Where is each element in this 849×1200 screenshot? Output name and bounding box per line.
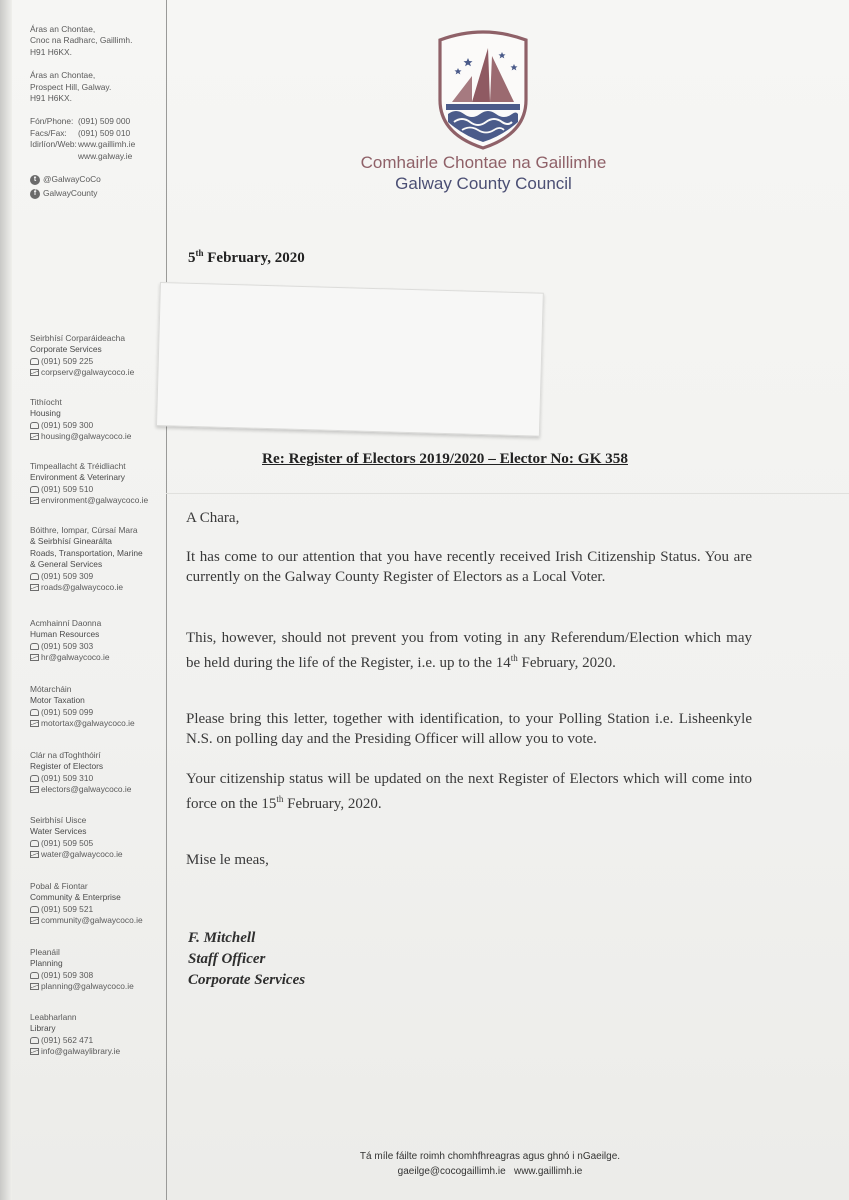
salutation: A Chara,	[186, 510, 240, 526]
ordinal-suffix: th	[276, 794, 284, 804]
date-suffix: th	[195, 248, 204, 258]
contact-row-fax	[30, 128, 162, 139]
dept-phone: (091) 509 099	[41, 706, 94, 717]
dept-phone: (091) 509 300	[41, 419, 94, 430]
contact-label: Idirlíon/Web:	[30, 139, 77, 150]
dept-email: info@galwaylibrary.ie	[41, 1046, 121, 1057]
dept-name-english: Register of Electors	[30, 761, 104, 772]
contact-value: www.gaillimh.ie	[78, 139, 136, 150]
paragraph-4-text-end: February, 2020.	[283, 796, 382, 812]
mail-icon	[30, 720, 39, 727]
dept-motor-taxation	[30, 684, 164, 730]
dept-name-irish: Seirbhísí Uisce	[30, 815, 87, 825]
letter-date	[188, 248, 305, 267]
dept-email: corpserv@galwaycoco.ie	[41, 367, 135, 378]
phone-icon	[30, 422, 39, 429]
dept-phone: (091) 509 303	[41, 640, 94, 651]
social-links	[30, 174, 162, 200]
dept-name-irish: Pobal & Fiontar	[30, 881, 88, 891]
dept-housing	[30, 397, 164, 443]
social-twitter	[30, 174, 162, 185]
contact-value: (091) 509 010	[78, 127, 131, 138]
social-facebook	[30, 188, 162, 199]
paragraph-2-text-end: February, 2020.	[517, 655, 616, 671]
dept-name-irish: Pleanáil	[30, 947, 60, 957]
dept-name-english: Community & Enterprise	[30, 892, 121, 903]
date-rest: February, 2020	[203, 250, 305, 266]
phone-icon	[30, 573, 39, 580]
dept-phone: (091) 509 309	[41, 570, 94, 581]
signatory-department: Corporate Services	[188, 972, 306, 988]
phone-icon	[30, 1037, 39, 1044]
dept-name-english: & Seirbhísí Ginearálta	[30, 536, 112, 547]
dept-phone: (091) 562 471	[41, 1034, 94, 1045]
dept-roads	[30, 525, 164, 593]
contact-value: (091) 509 000	[78, 116, 131, 127]
address-line: Áras an Chontae,	[30, 24, 96, 34]
phone-icon	[30, 486, 39, 493]
closing: Mise le meas,	[186, 852, 269, 868]
dept-name-english: Planning	[30, 958, 63, 969]
phone-icon	[30, 906, 39, 913]
dept-library	[30, 1012, 164, 1058]
dept-name-irish: Bóithre, Iompar, Cúrsaí Mara	[30, 525, 138, 535]
signatory-title: Staff Officer	[188, 951, 266, 967]
dept-name-irish: Clár na dToghthóirí	[30, 750, 101, 760]
address-line: H91 H6KX.	[30, 46, 72, 57]
dept-name-english: Roads, Transportation, Marine	[30, 547, 143, 558]
dept-email: motortax@galwaycoco.ie	[41, 718, 135, 729]
footer-irish-welcome: Tá míle fáilte roimh chomhfhreagras agus ghnó i nGaeilge.	[359, 1151, 621, 1162]
dept-email: hr@galwaycoco.ie	[41, 652, 110, 663]
signatory-name: F. Mitchell	[188, 930, 256, 946]
dept-human-resources	[30, 618, 164, 664]
ordinal-suffix: th	[510, 653, 518, 663]
phone-icon	[30, 709, 39, 716]
address-line: Áras an Chontae,	[30, 70, 96, 81]
dept-name-irish: Tithíocht	[30, 397, 62, 407]
paragraph-4	[186, 769, 752, 814]
dept-phone: (091) 509 225	[41, 355, 94, 366]
contact-row-web2	[30, 151, 162, 162]
dept-name-irish: Seirbhísí Corparáideacha	[30, 333, 125, 343]
mail-icon	[30, 497, 39, 504]
dept-name-english: Corporate Services	[30, 344, 102, 355]
twitter-icon: t	[30, 175, 40, 185]
dept-name-english: Water Services	[30, 826, 87, 837]
date-day: 5	[188, 250, 196, 266]
dept-environment	[30, 461, 164, 507]
mail-icon	[30, 433, 39, 440]
mail-icon	[30, 1048, 39, 1055]
council-name-english: Galway County Council	[395, 174, 572, 193]
contact-list	[30, 116, 162, 162]
council-name-irish: Comhairle Chontae na Gaillimhe	[360, 153, 607, 172]
dept-planning	[30, 947, 164, 993]
dept-phone: (091) 509 521	[41, 903, 94, 914]
mail-icon	[30, 654, 39, 661]
dept-name-english: & General Services	[30, 559, 103, 570]
address-irish	[30, 24, 162, 58]
mail-icon	[30, 786, 39, 793]
contact-label: Fón/Phone:	[30, 116, 74, 127]
phone-icon	[30, 643, 39, 650]
address-english	[30, 70, 162, 104]
dept-community-enterprise	[30, 881, 164, 927]
dept-email: planning@galwaycoco.ie	[41, 981, 134, 992]
phone-icon	[30, 840, 39, 847]
dept-name-irish: Leabharlann	[30, 1012, 77, 1022]
dept-email: roads@galwaycoco.ie	[41, 582, 124, 593]
paragraph-2-text: This, however, should not prevent you from voting in any Referendum/Election which may be held during the life of the Register, i.e. up to the 14	[186, 630, 752, 671]
dept-name-english: Housing	[30, 408, 61, 419]
contact-row-web	[30, 139, 162, 150]
phone-icon	[30, 972, 39, 979]
contact-label: Facs/Fax:	[30, 127, 67, 138]
dept-phone: (091) 509 510	[41, 483, 94, 494]
page-edge-shadow	[0, 0, 12, 1200]
mail-icon	[30, 851, 39, 858]
dept-name-irish: Mótarcháin	[30, 684, 72, 694]
dept-name-english: Motor Taxation	[30, 695, 85, 706]
social-handle: @GalwayCoCo	[43, 174, 101, 185]
dept-email: electors@galwaycoco.ie	[41, 784, 132, 795]
dept-name-english: Environment & Veterinary	[30, 472, 125, 483]
address-line: Cnoc na Radharc, Gaillimh.	[30, 35, 133, 46]
council-crest-logo	[432, 26, 534, 150]
letter-subject: Re: Register of Electors 2019/2020 – Elector No: GK 358	[262, 450, 628, 467]
address-line: Prospect Hill, Galway.	[30, 81, 112, 92]
dept-name-english: Library	[30, 1023, 56, 1034]
dept-name-irish: Acmhainní Daonna	[30, 618, 102, 628]
mail-icon	[30, 369, 39, 376]
dept-phone: (091) 509 310	[41, 772, 94, 783]
dept-email: water@galwaycoco.ie	[41, 849, 123, 860]
sidebar-divider	[166, 0, 167, 1200]
contact-row-phone	[30, 116, 162, 127]
paragraph-1: It has come to our attention that you have recently received Irish Citizenship Status. You are currently on the Galway County Register of Electors as a Local Voter.	[186, 549, 752, 585]
address-line: H91 H6KX.	[30, 93, 72, 104]
paper-fold-line	[166, 493, 849, 494]
facebook-icon: f	[30, 189, 40, 199]
dept-email: environment@galwaycoco.ie	[41, 495, 149, 506]
dept-phone: (091) 509 505	[41, 837, 94, 848]
footer-contact: gaeilge@cocogaillimh.ie www.gaillimh.ie	[397, 1166, 583, 1177]
mail-icon	[30, 983, 39, 990]
signature-block	[188, 928, 305, 991]
social-handle: GalwayCounty	[43, 188, 98, 199]
mail-icon	[30, 584, 39, 591]
dept-name-irish: Timpeallacht & Tréidliacht	[30, 461, 126, 471]
contact-value: www.galway.ie	[78, 150, 133, 161]
dept-phone: (091) 509 308	[41, 969, 94, 980]
paragraph-2	[186, 628, 752, 673]
dept-register-of-electors	[30, 750, 164, 796]
sidebar-contact-block	[30, 24, 162, 203]
phone-icon	[30, 775, 39, 782]
dept-water-services	[30, 815, 164, 861]
mail-icon	[30, 917, 39, 924]
phone-icon	[30, 358, 39, 365]
paragraph-3: Please bring this letter, together with identification, to your Polling Station i.e. Lisheenkyle N.S. on polling day and the Presiding Officer will allow you to vote.	[186, 711, 752, 747]
dept-corporate-services	[30, 333, 164, 379]
dept-name-english: Human Resources	[30, 629, 100, 640]
dept-email: housing@galwaycoco.ie	[41, 431, 132, 442]
contact-label	[30, 151, 78, 162]
dept-email: community@galwaycoco.ie	[41, 915, 143, 926]
redacted-address-label	[156, 282, 544, 437]
paragraph-4-text: Your citizenship status will be updated on the next Register of Electors which will come into force on the 15	[186, 771, 752, 812]
